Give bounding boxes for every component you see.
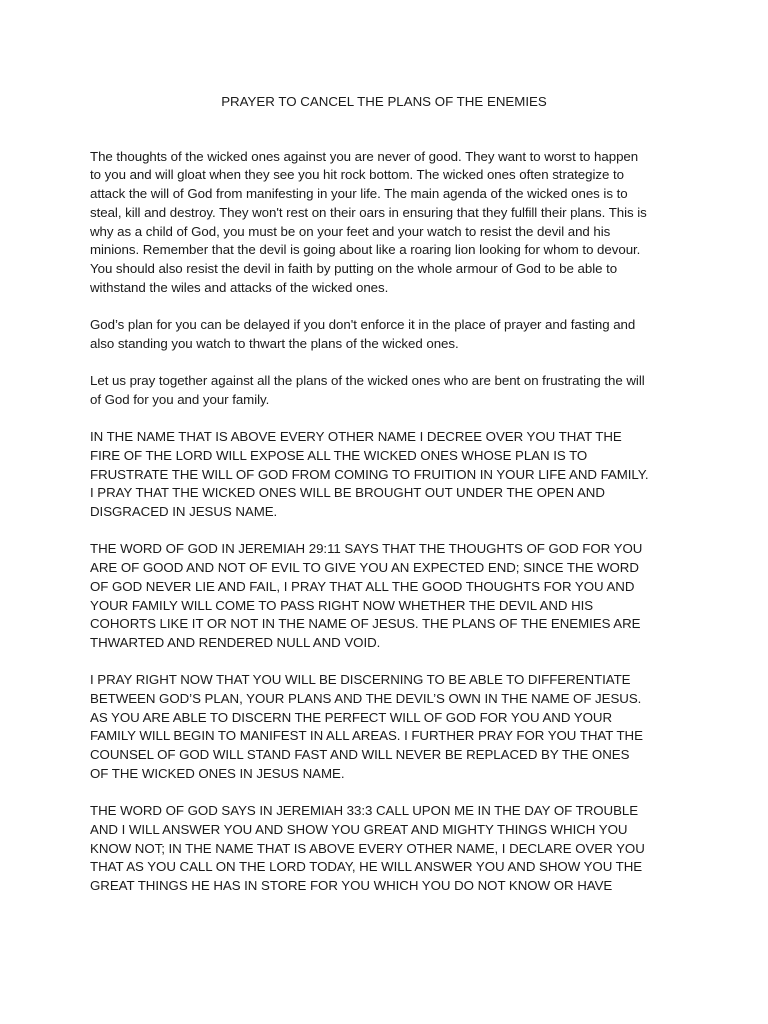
text-line: AND I WILL ANSWER YOU AND SHOW YOU GREAT AND MIGHTY THINGS WHICH YOU	[90, 821, 628, 837]
text-line: attack the will of God from manifesting in your life. The main agenda of the wicked ones is to	[90, 186, 628, 202]
paragraph	[90, 148, 690, 298]
text-line: COHORTS LIKE IT OR NOT IN THE NAME OF JESUS. THE PLANS OF THE ENEMIES ARE	[90, 616, 641, 632]
document-title: PRAYER TO CANCEL THE PLANS OF THE ENEMIES	[221, 94, 547, 109]
paragraph	[90, 316, 690, 353]
text-line: The thoughts of the wicked ones against you are never of good. They want to worst to happen	[90, 148, 639, 164]
text-line: GREAT THINGS HE HAS IN STORE FOR YOU WHICH YOU DO NOT KNOW OR HAVE	[90, 878, 613, 894]
text-line: why as a child of God, you must be on your feet and your watch to resist the devil and his	[90, 223, 611, 239]
text-line: KNOW NOT; IN THE NAME THAT IS ABOVE EVERY OTHER NAME, I DECLARE OVER YOU	[90, 840, 645, 856]
text-line: You should also resist the devil in faith by putting on the whole armour of God to be able to	[90, 260, 618, 276]
paragraph	[90, 802, 690, 896]
text-line: THWARTED AND RENDERED NULL AND VOID.	[90, 634, 381, 650]
text-line: AS YOU ARE ABLE TO DISCERN THE PERFECT WILL OF GOD FOR YOU AND YOUR	[90, 709, 613, 725]
text-line: I PRAY THAT THE WICKED ONES WILL BE BROUGHT OUT UNDER THE OPEN AND	[90, 485, 605, 501]
text-line: DISGRACED IN JESUS NAME.	[90, 504, 278, 520]
text-line: I PRAY RIGHT NOW THAT YOU WILL BE DISCERNING TO BE ABLE TO DIFFERENTIATE	[90, 672, 631, 688]
text-line: BETWEEN GOD’S PLAN, YOUR PLANS AND THE DEVIL’S OWN IN THE NAME OF JESUS.	[90, 691, 642, 707]
text-line: God’s plan for you can be delayed if you don't enforce it in the place of prayer and fasting and	[90, 317, 636, 333]
text-line: OF GOD NEVER LIE AND FAIL, I PRAY THAT ALL THE GOOD THOUGHTS FOR YOU AND	[90, 578, 635, 594]
paragraph	[90, 671, 690, 783]
paragraph	[90, 428, 690, 522]
text-line: FRUSTRATE THE WILL OF GOD FROM COMING TO FRUITION IN YOUR LIFE AND FAMILY.	[90, 466, 649, 482]
text-line: to you and will gloat when they see you hit rock bottom. The wicked ones often strategize to	[90, 167, 624, 183]
text-line: THAT AS YOU CALL ON THE LORD TODAY, HE WILL ANSWER YOU AND SHOW YOU THE	[90, 859, 643, 875]
text-line: Let us pray together against all the plans of the wicked ones who are bent on frustrating the will	[90, 373, 645, 389]
text-line: THE WORD OF GOD SAYS IN JEREMIAH 33:3 CALL UPON ME IN THE DAY OF TROUBLE	[90, 803, 639, 819]
text-line: minions. Remember that the devil is going about like a roaring lion looking for whom to devour.	[90, 242, 641, 258]
text-line: also standing you watch to thwart the plans of the wicked ones.	[90, 335, 459, 351]
text-line: steal, kill and destroy. They won't rest on their oars in ensuring that they fulfill their plans. This is	[90, 204, 647, 220]
text-line: THE WORD OF GOD IN JEREMIAH 29:11 SAYS THAT THE THOUGHTS OF GOD FOR YOU	[90, 541, 643, 557]
text-line: ARE OF GOOD AND NOT OF EVIL TO GIVE YOU AN EXPECTED END; SINCE THE WORD	[90, 560, 639, 576]
document-body	[90, 148, 690, 896]
text-line: of God for you and your family.	[90, 391, 270, 407]
paragraph	[90, 540, 690, 652]
paragraph	[90, 372, 690, 409]
text-line: FIRE OF THE LORD WILL EXPOSE ALL THE WICKED ONES WHOSE PLAN IS TO	[90, 447, 588, 463]
text-line: withstand the wiles and attacks of the wicked ones.	[90, 279, 389, 295]
text-line: IN THE NAME THAT IS ABOVE EVERY OTHER NAME I DECREE OVER YOU THAT THE	[90, 429, 622, 445]
text-line: YOUR FAMILY WILL COME TO PASS RIGHT NOW WHETHER THE DEVIL AND HIS	[90, 597, 594, 613]
text-line: COUNSEL OF GOD WILL STAND FAST AND WILL NEVER BE REPLACED BY THE ONES	[90, 747, 630, 763]
text-line: OF THE WICKED ONES IN JESUS NAME.	[90, 765, 345, 781]
text-line: FAMILY WILL BEGIN TO MANIFEST IN ALL AREAS. I FURTHER PRAY FOR YOU THAT THE	[90, 728, 643, 744]
